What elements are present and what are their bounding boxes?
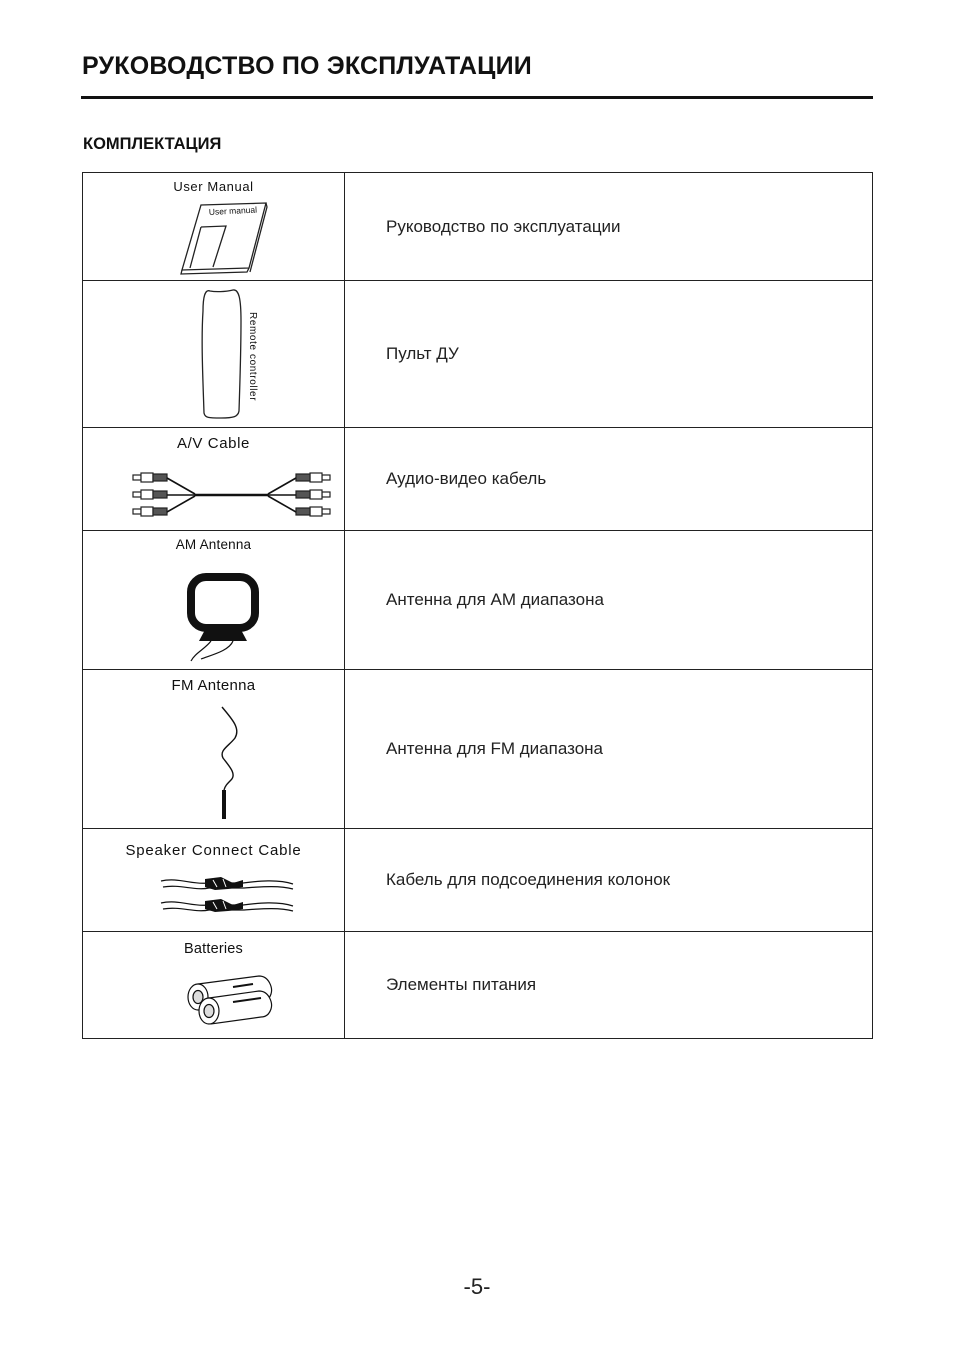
item-image-cell xyxy=(83,670,345,829)
item-description: Руководство по эксплуатации xyxy=(345,173,873,281)
table-row xyxy=(83,829,873,932)
item-caption: AM Antenna xyxy=(175,537,252,552)
title-divider xyxy=(81,96,873,99)
table-row xyxy=(83,428,873,531)
page-title: РУКОВОДСТВО ПО ЭКСПЛУАТАЦИИ xyxy=(82,52,532,80)
item-description: Антенна для FM диапазона xyxy=(345,670,873,829)
item-description: Пульт ДУ xyxy=(345,281,873,428)
package-contents-table xyxy=(82,172,873,1039)
remote-controller-icon xyxy=(83,281,344,428)
batteries-icon xyxy=(83,932,344,1039)
item-image-cell xyxy=(83,428,345,531)
speaker-cable-icon xyxy=(83,829,344,932)
item-image-cell xyxy=(83,281,345,428)
item-description: Элементы питания xyxy=(345,932,873,1039)
item-description: Аудио-видео кабель xyxy=(345,428,873,531)
table-row xyxy=(83,670,873,829)
section-title: КОМПЛЕКТАЦИЯ xyxy=(83,135,222,153)
fm-antenna-icon xyxy=(83,670,344,829)
table-row xyxy=(83,281,873,428)
item-description: Антенна для AM диапазона xyxy=(345,531,873,670)
table-row xyxy=(83,531,873,670)
am-antenna-icon xyxy=(83,531,344,670)
user-manual-icon xyxy=(83,173,344,281)
item-image-cell xyxy=(83,829,345,932)
item-image-cell xyxy=(83,932,345,1039)
table-row xyxy=(83,173,873,281)
manual-cover-text: User manual xyxy=(208,204,258,217)
item-caption: FM Antenna xyxy=(171,677,256,694)
item-caption: Batteries xyxy=(183,941,244,957)
av-cable-icon xyxy=(83,428,344,531)
item-caption: User Manual xyxy=(173,179,254,194)
page-number: -5- xyxy=(463,1274,491,1299)
table-row xyxy=(83,932,873,1039)
item-image-cell xyxy=(83,531,345,670)
item-caption: A/V Cable xyxy=(177,435,250,452)
item-image-cell xyxy=(83,173,345,281)
item-description: Кабель для подсоединения колонок xyxy=(345,829,873,932)
item-caption: Speaker Connect Cable xyxy=(125,842,302,859)
remote-label: Remote controller xyxy=(247,312,258,402)
